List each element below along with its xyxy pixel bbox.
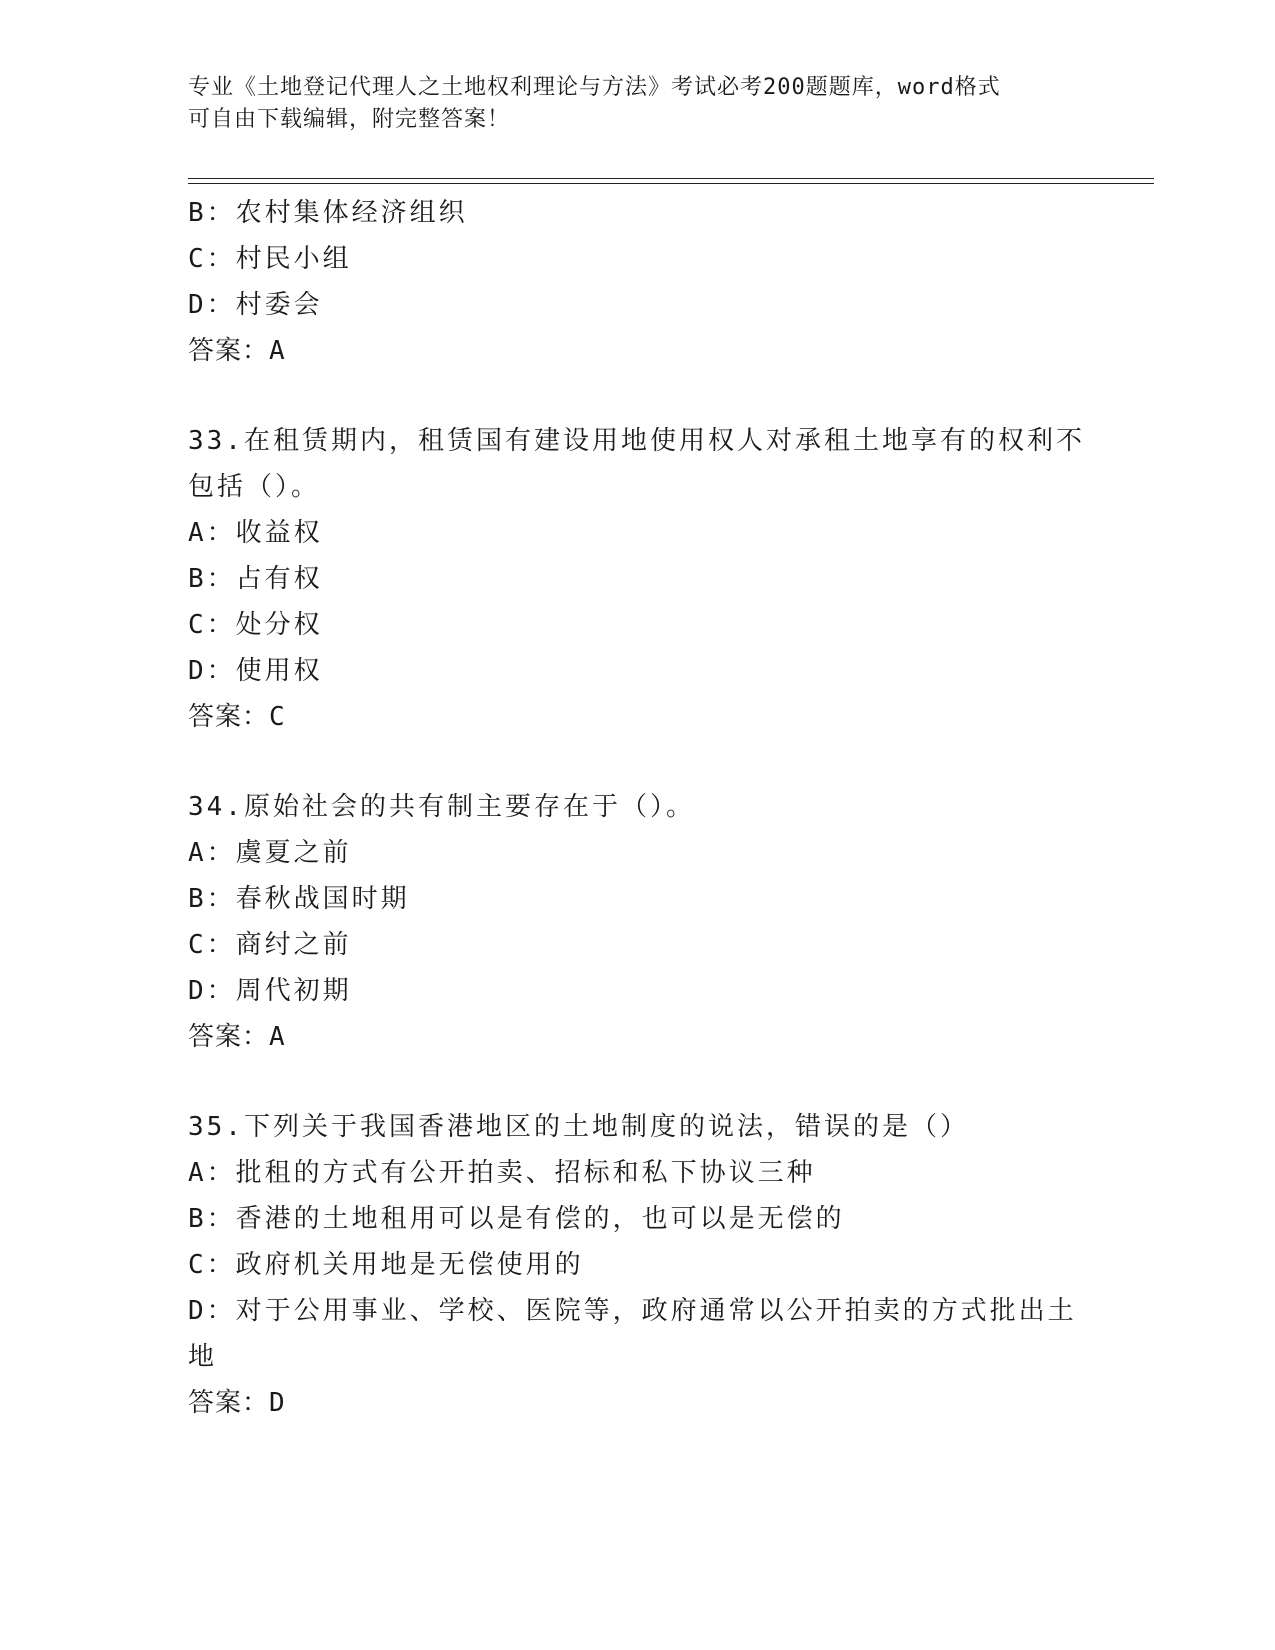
spacer	[188, 1060, 1088, 1104]
option-a: A：虞夏之前	[188, 838, 352, 868]
option-d: D：使用权	[188, 656, 323, 686]
option-a: A：批租的方式有公开拍卖、招标和私下协议三种	[188, 1158, 816, 1188]
question-stem: 34.原始社会的共有制主要存在于（）。	[188, 792, 695, 822]
option-b: B：农村集体经济组织	[188, 198, 468, 228]
question-stem: 33.在租赁期内，租赁国有建设用地使用权人对承租土地享有的权利不	[188, 426, 1085, 456]
document-header	[188, 72, 1088, 136]
option-b: B：香港的土地租用可以是有偿的，也可以是无偿的	[188, 1204, 845, 1234]
question-block-34	[188, 784, 1088, 1060]
option-c: C：政府机关用地是无偿使用的	[188, 1250, 584, 1280]
header-line-2: 可自由下载编辑，附完整答案！	[188, 107, 511, 132]
question-block-35	[188, 1104, 1088, 1426]
option-b: B：春秋战国时期	[188, 884, 410, 914]
option-c: C：商纣之前	[188, 930, 352, 960]
answer-line: 答案：C	[188, 702, 286, 732]
option-a: A：收益权	[188, 518, 323, 548]
header-divider-bottom	[188, 183, 1154, 184]
question-block-33	[188, 418, 1088, 740]
header-line-1: 专业《土地登记代理人之土地权利理论与方法》考试必考200题题库，word格式	[188, 75, 1001, 100]
option-c: C：村民小组	[188, 244, 352, 274]
answer-line: 答案：A	[188, 1022, 286, 1052]
option-c: C：处分权	[188, 610, 323, 640]
option-d: D：村委会	[188, 290, 323, 320]
spacer	[188, 374, 1088, 418]
question-block-32-continued	[188, 190, 1088, 374]
option-d: D：对于公用事业、学校、医院等，政府通常以公开拍卖的方式批出土	[188, 1296, 1077, 1326]
answer-line: 答案：D	[188, 1388, 286, 1418]
option-d-continued: 地	[188, 1342, 218, 1372]
option-d: D：周代初期	[188, 976, 352, 1006]
option-b: B：占有权	[188, 564, 323, 594]
question-stem: 35.下列关于我国香港地区的土地制度的说法，错误的是（）	[188, 1112, 969, 1142]
header-divider-top	[188, 178, 1154, 179]
answer-line: 答案：A	[188, 336, 286, 366]
question-list	[188, 190, 1088, 1426]
spacer	[188, 740, 1088, 784]
question-stem-continued: 包括（）。	[188, 472, 321, 502]
